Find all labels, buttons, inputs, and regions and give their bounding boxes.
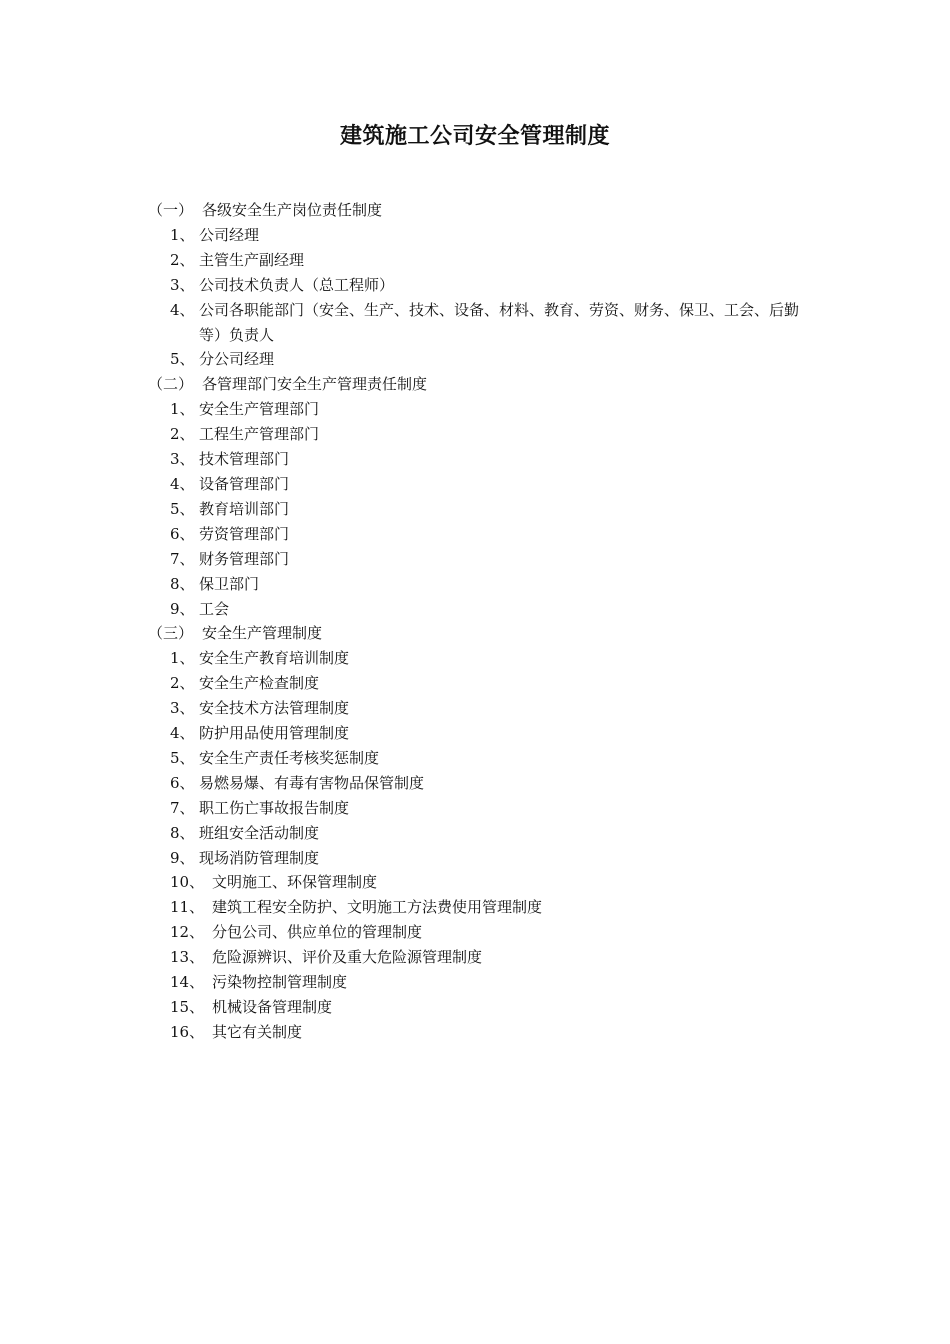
section-heading <box>148 621 828 646</box>
list-item <box>148 995 828 1020</box>
list-item <box>148 597 828 622</box>
list-item <box>148 671 828 696</box>
list-item <box>148 945 828 970</box>
item-number: 12、 <box>170 923 205 942</box>
list-item <box>148 522 828 547</box>
item-text: 技术管理部门 <box>199 450 290 469</box>
list-item <box>148 497 828 522</box>
item-text: 分公司经理 <box>199 350 275 369</box>
list-item <box>148 397 828 422</box>
section-title: 安全生产管理制度 <box>202 624 323 643</box>
list-item <box>148 746 828 771</box>
list-item <box>148 447 828 472</box>
list-item <box>148 771 828 796</box>
item-number: 2、 <box>170 425 195 444</box>
item-text: 安全生产责任考核奖惩制度 <box>199 748 380 767</box>
item-text: 安全生产检查制度 <box>199 674 320 693</box>
item-number: 15、 <box>170 998 205 1016</box>
list-item <box>148 721 828 746</box>
outline-list <box>148 198 828 1045</box>
list-item <box>148 646 828 671</box>
item-number: 8、 <box>170 574 195 593</box>
item-text: 文明施工、环保管理制度 <box>212 873 378 892</box>
list-item <box>148 223 828 248</box>
document-title: 建筑施工公司安全管理制度 <box>339 124 610 149</box>
item-text: 公司各职能部门（安全、生产、技术、设备、材料、教育、劳资、财务、保卫、工会、后勤等）负责人 <box>199 300 800 344</box>
item-text: 建筑工程安全防护、文明施工方法费使用管理制度 <box>212 898 543 917</box>
list-item <box>148 422 828 447</box>
item-text: 污染物控制管理制度 <box>212 973 348 992</box>
item-number: 9、 <box>170 599 195 618</box>
item-number: 4、 <box>170 474 195 493</box>
item-text: 工会 <box>199 599 230 618</box>
section-number: （一） <box>148 201 194 219</box>
item-text: 现场消防管理制度 <box>199 848 320 867</box>
section-number: （三） <box>148 624 194 643</box>
list-item <box>148 572 828 597</box>
list-item <box>148 846 828 871</box>
item-number: 2、 <box>170 674 195 693</box>
list-item <box>148 347 828 372</box>
item-text: 机械设备管理制度 <box>212 998 333 1016</box>
list-item <box>148 248 828 273</box>
item-number: 10、 <box>170 873 205 892</box>
section-title: 各级安全生产岗位责任制度 <box>202 201 383 219</box>
item-number: 6、 <box>170 773 195 792</box>
item-number: 14、 <box>170 973 205 992</box>
item-number: 7、 <box>170 549 195 568</box>
item-text: 财务管理部门 <box>199 549 290 568</box>
section-number: （二） <box>148 375 194 394</box>
item-text: 安全技术方法管理制度 <box>199 699 350 718</box>
item-number: 3、 <box>170 450 195 469</box>
item-number: 7、 <box>170 798 195 817</box>
item-number: 1、 <box>170 225 195 244</box>
item-number: 16、 <box>170 1022 205 1041</box>
item-number: 2、 <box>170 250 195 269</box>
item-text: 劳资管理部门 <box>199 524 290 543</box>
item-text: 主管生产副经理 <box>199 250 305 269</box>
list-item <box>148 547 828 572</box>
item-text: 易燃易爆、有毒有害物品保管制度 <box>199 773 425 792</box>
item-number: 3、 <box>170 275 195 294</box>
list-item <box>148 472 828 497</box>
item-text: 保卫部门 <box>199 574 260 593</box>
list-item <box>148 696 828 721</box>
list-item <box>148 870 828 895</box>
list-item <box>148 970 828 995</box>
item-text: 分包公司、供应单位的管理制度 <box>212 923 423 942</box>
list-item <box>148 1020 828 1045</box>
item-number: 9、 <box>170 848 195 867</box>
item-number: 1、 <box>170 400 195 419</box>
list-item <box>148 920 828 945</box>
item-number: 4、 <box>170 300 195 319</box>
section-heading <box>148 372 828 397</box>
item-number: 13、 <box>170 948 205 967</box>
item-text: 公司经理 <box>199 225 260 244</box>
item-text: 安全生产管理部门 <box>199 400 320 419</box>
item-text: 工程生产管理部门 <box>199 425 320 444</box>
list-item <box>148 895 828 920</box>
item-number: 1、 <box>170 649 195 668</box>
item-text: 防护用品使用管理制度 <box>199 724 350 743</box>
section-title: 各管理部门安全生产管理责任制度 <box>202 375 428 394</box>
item-text: 职工伤亡事故报告制度 <box>199 798 350 817</box>
list-item <box>148 273 828 298</box>
item-number: 6、 <box>170 524 195 543</box>
list-item <box>148 796 828 821</box>
item-number: 11、 <box>170 898 205 917</box>
item-text: 设备管理部门 <box>199 474 290 493</box>
list-item <box>148 298 828 348</box>
item-text: 班组安全活动制度 <box>199 823 320 842</box>
list-item <box>148 821 828 846</box>
item-text: 其它有关制度 <box>212 1022 303 1041</box>
item-number: 5、 <box>170 350 195 369</box>
item-number: 5、 <box>170 748 195 767</box>
item-text: 危险源辨识、评价及重大危险源管理制度 <box>212 948 483 967</box>
item-text: 公司技术负责人（总工程师） <box>199 275 395 294</box>
section-heading <box>148 198 828 223</box>
item-text: 安全生产教育培训制度 <box>199 649 350 668</box>
item-number: 5、 <box>170 499 195 518</box>
item-number: 8、 <box>170 823 195 842</box>
item-number: 4、 <box>170 724 195 743</box>
item-text: 教育培训部门 <box>199 499 290 518</box>
item-number: 3、 <box>170 699 195 718</box>
